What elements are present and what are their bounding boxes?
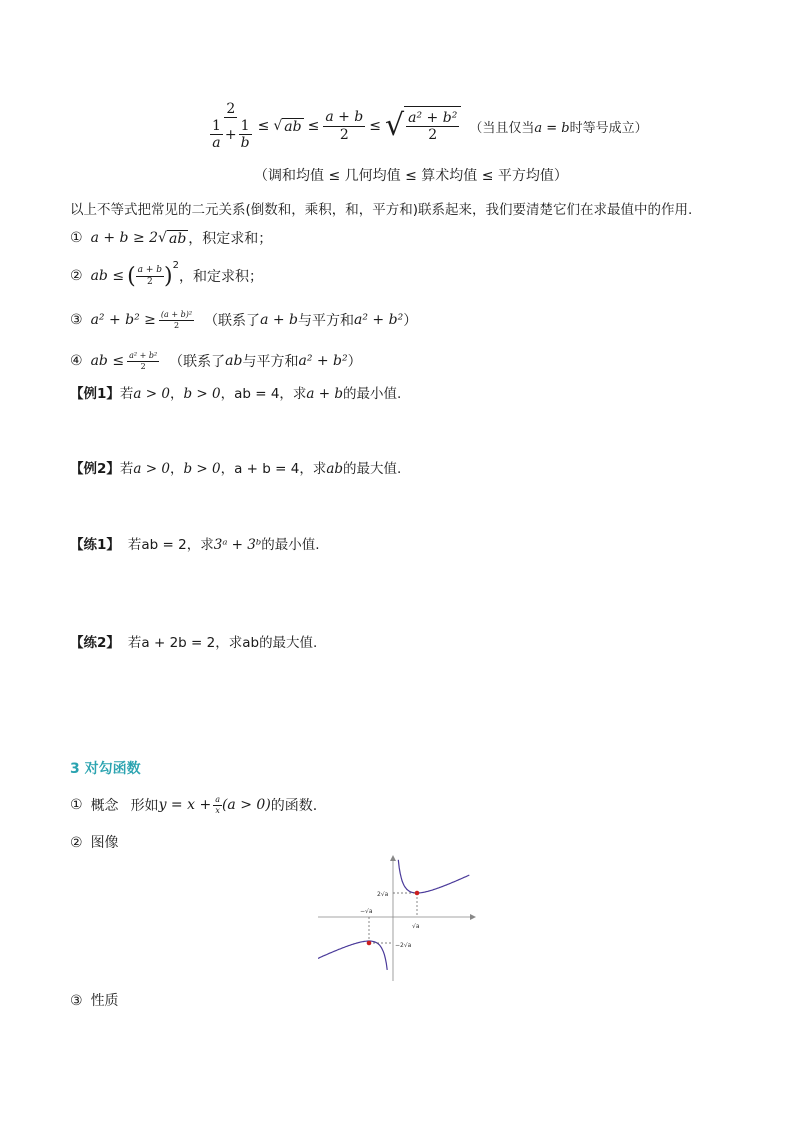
max-point <box>367 941 372 946</box>
quadratic-mean: √ $\frac{\text{a² + b²}}{2}$ <box>385 106 461 146</box>
min-point <box>415 891 420 896</box>
concept-line: ① 概念 形如 y = x + $\frac{a}{x}$ (a > 0) 的函数. <box>70 795 318 815</box>
x-axis-arrow <box>470 914 476 920</box>
geometric-mean: √ ab <box>273 117 302 135</box>
arithmetic-mean: $\frac{a + b}{2}$ <box>325 109 364 143</box>
mean-caption: （调和均值 ≤ 几何均值 ≤ 算术均值 ≤ 平方均值） <box>254 168 568 184</box>
property-line: ③ 性质 <box>70 993 119 1009</box>
leq-sign: ≤ <box>257 118 270 134</box>
practice-2: 【练2】 若a + 2b = 2，求ab的最大值. <box>70 635 318 651</box>
label-neg-2sqrt-a: −2√a <box>395 942 412 949</box>
curve-left-branch <box>318 941 387 970</box>
curve-right-branch <box>398 860 469 893</box>
nike-function-graph <box>318 855 478 985</box>
item-4: ④ ab ≤ $\frac{\text{a² + b²}}{2}$ （联系了 ab 与平方和 a² + b² ） <box>70 351 362 371</box>
y-axis-arrow <box>390 855 396 861</box>
item-3: ③ a² + b² ≥ $\frac{\text{(a + b)²}}{2}$ （联系了 a + b 与平方和 a² + b² ） <box>70 310 418 330</box>
mean-inequality-formula <box>208 96 648 156</box>
item-2: ② ab ≤ ( $\frac{a + b}{2}$ ) $^2$ ，和定求积； <box>70 260 264 289</box>
example-1: 【例1】若a > 0，b > 0，ab = 4，求a + b的最小值. <box>70 386 402 402</box>
section-3-heading: 3 对勾函数 <box>70 761 141 777</box>
label-2sqrt-a: 2√a <box>377 891 389 898</box>
harmonic-numerator: 2 <box>226 100 236 117</box>
equality-note: （当且仅当a = b时等号成立） <box>469 120 648 136</box>
leq-sign: ≤ <box>307 118 320 134</box>
harmonic-mean <box>208 101 254 151</box>
harmonic-denominator: $\frac{1}{a}$ + $\frac{1}{b}$ <box>212 117 250 152</box>
label-sqrt-a: √a <box>412 923 420 930</box>
practice-1: 【练1】 若ab = 2，求3ᵃ + 3ᵇ的最小值. <box>70 537 320 553</box>
intro-paragraph: 以上不等式把常见的二元关系(倒数和，乘积，和，平方和)联系起来，我们要清楚它们在求最值中的作用. <box>70 202 693 218</box>
example-2: 【例2】若a > 0，b > 0，a + b = 4，求ab的最大值. <box>70 461 402 477</box>
label-neg-sqrt-a: −√a <box>360 908 373 915</box>
graph-line: ② 图像 <box>70 835 119 851</box>
leq-sign: ≤ <box>369 118 382 134</box>
item-1: ① a + b ≥ 2 √ ab ，积定求和； <box>70 229 273 247</box>
